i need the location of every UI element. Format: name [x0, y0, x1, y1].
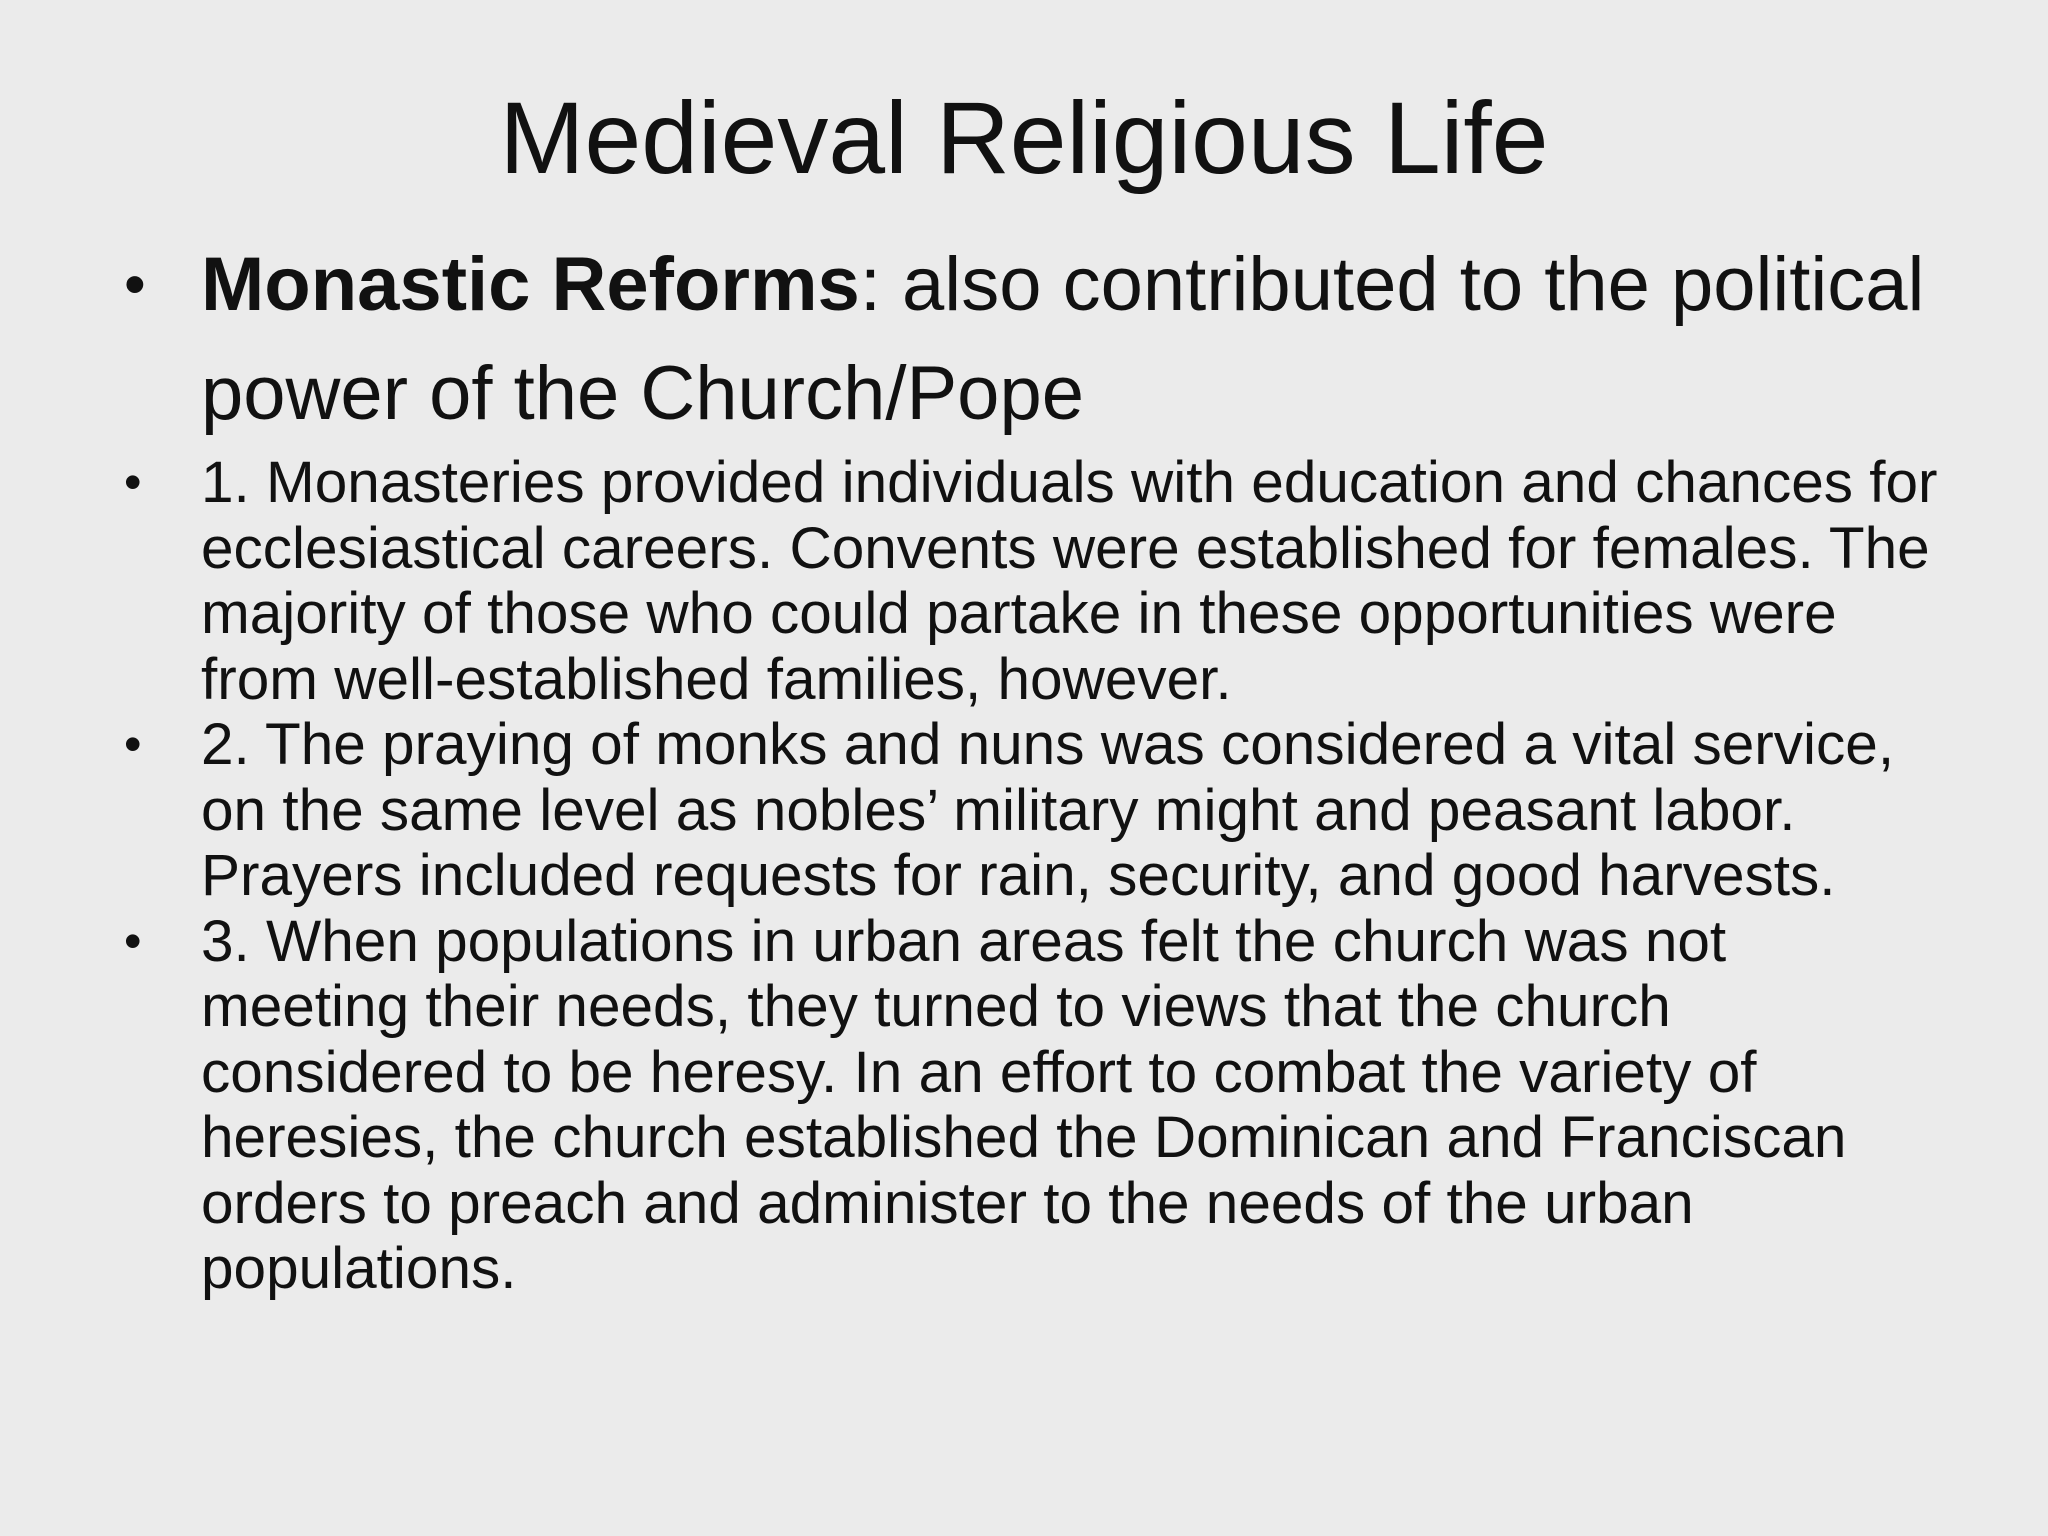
bullet-text: 3. When populations in urban areas felt the church was not meeting their needs, they turned to views that the church considered to be heresy. In an effort to combat the variety of heresies, the church established the Dominican and Franciscan orders to preach and administer to the needs of the urban populations. [201, 908, 1847, 1301]
bullet-dot-icon: • [124, 250, 146, 319]
bullet-point-3 [120, 909, 1950, 1302]
bullet-text: 2. The praying of monks and nuns was considered a vital service, on the same level as nobles’ military might and peasant labor. Prayers included requests for rain, security, and good harvests. [201, 712, 1895, 908]
bullet-dot-icon: • [124, 716, 142, 772]
bullet-list [120, 230, 1950, 1302]
bullet-dot-icon: • [124, 454, 142, 510]
bullet-text: 1. Monasteries provided individuals with education and chances for ecclesiastical careers. Convents were established for females. The majority of those who could partake in these opportunities were from well-established families, however. [201, 450, 1938, 712]
bullet-point-1 [120, 450, 1950, 712]
intro-term: Monastic Reforms [201, 242, 860, 327]
bullet-dot-icon: • [124, 912, 142, 969]
bullet-intro [120, 230, 1950, 448]
intro-text: : also contributed to the political power of the Church/Pope [201, 242, 1925, 436]
bullet-point-2 [120, 712, 1950, 909]
slide-title: Medieval Religious Life [499, 81, 1549, 195]
